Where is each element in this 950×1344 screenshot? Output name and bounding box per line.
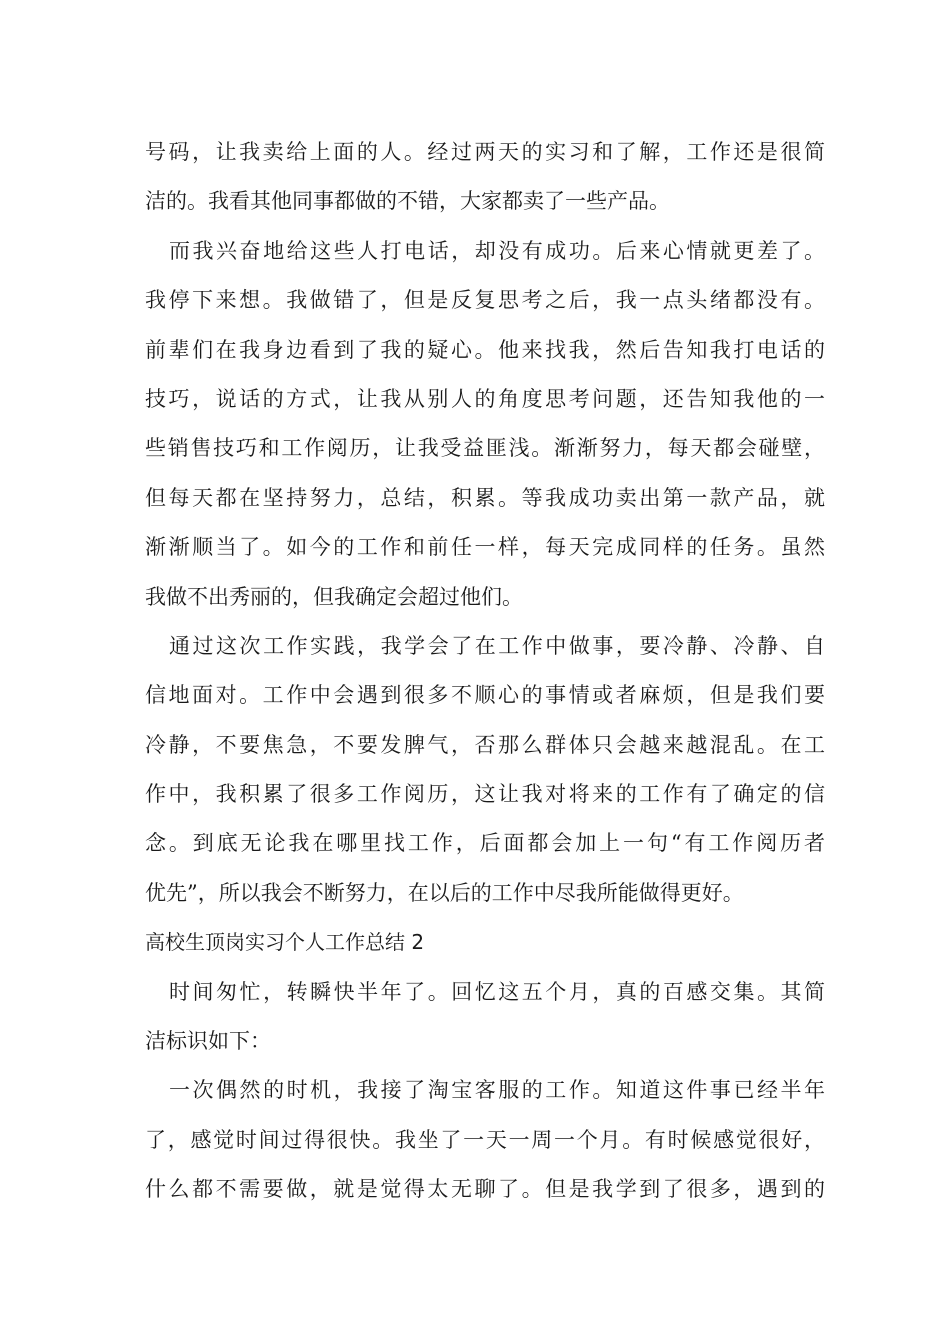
text-line: 洁的。我看其他同事都做的不错，大家都卖了一些产品。 <box>145 189 670 214</box>
text-line: 冷静，不要焦急，不要发脾气，否那么群体只会越来越混乱。在工 <box>145 732 825 757</box>
section-heading: 高校生顶岗实习个人工作总结 2 <box>145 930 425 955</box>
text-line: 洁标识如下： <box>145 1029 271 1054</box>
text-line: 我做不出秀丽的，但我确定会超过他们。 <box>145 584 523 609</box>
text-line: 了，感觉时间过得很快。我坐了一天一周一个月。有时候感觉很好， <box>145 1127 825 1152</box>
text-line: 些销售技巧和工作阅历，让我受益匪浅。渐渐努力，每天都会碰壁， <box>145 436 825 461</box>
text-line: 我停下来想。我做错了，但是反复思考之后，我一点头绪都没有。 <box>145 288 825 313</box>
text-line: 念。到底无论我在哪里找工作，后面都会加上一句“有工作阅历者 <box>145 831 825 856</box>
text-line: 号码，让我卖给上面的人。经过两天的实习和了解，工作还是很简 <box>145 140 825 164</box>
text-line: 渐渐顺当了。如今的工作和前任一样，每天完成同样的任务。虽然 <box>145 535 825 560</box>
paragraph-first-line: 时间匆忙，转瞬快半年了。回忆这五个月，真的百感交集。其简 <box>169 979 825 1004</box>
paragraph-first-line: 通过这次工作实践，我学会了在工作中做事，要冷静、冷静、自 <box>169 633 825 658</box>
text-line: 但每天都在坚持努力，总结，积累。等我成功卖出第一款产品，就 <box>145 485 825 510</box>
text-line: 信地面对。工作中会遇到很多不顺心的事情或者麻烦，但是我们要 <box>145 683 825 708</box>
text-line: 技巧，说话的方式，让我从别人的角度思考问题，还告知我他的一 <box>145 386 825 411</box>
text-line: 作中，我积累了很多工作阅历，这让我对将来的工作有了确定的信 <box>145 782 825 807</box>
text-line: 优先”，所以我会不断努力，在以后的工作中尽我所能做得更好。 <box>145 880 744 905</box>
paragraph-first-line: 一次偶然的时机，我接了淘宝客服的工作。知道这件事已经半年 <box>169 1078 825 1103</box>
text-line: 前辈们在我身边看到了我的疑心。他来找我，然后告知我打电话的 <box>145 337 825 362</box>
text-line: 什么都不需要做，就是觉得太无聊了。但是我学到了很多，遇到的 <box>145 1177 825 1202</box>
paragraph-first-line: 而我兴奋地给这些人打电话，却没有成功。后来心情就更差了。 <box>169 238 825 263</box>
document-body <box>145 128 825 1215</box>
